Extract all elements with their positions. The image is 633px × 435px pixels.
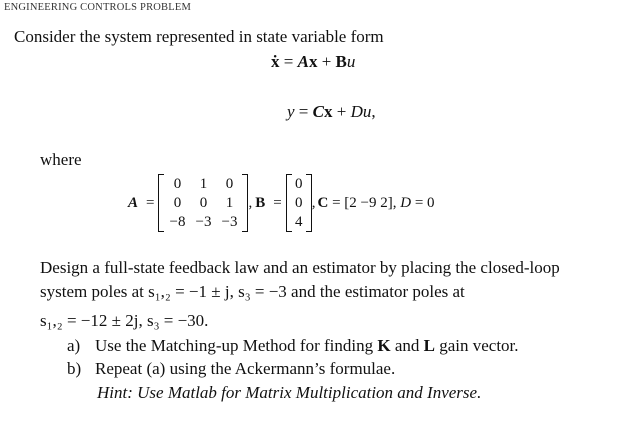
matrix-d-symbol: D	[350, 102, 363, 121]
a-entry: 0	[225, 175, 234, 192]
a-entry: 1	[225, 194, 234, 211]
a-comma: ,	[248, 194, 253, 211]
gain-k: K	[377, 336, 391, 355]
hint-text: Hint: Use Matlab for Matrix Multiplication and Inverse.	[97, 383, 482, 402]
a-entry: 0	[173, 194, 182, 211]
a-entry: −8	[169, 213, 186, 230]
matrix-a	[164, 175, 242, 232]
c-and-d-definition	[317, 195, 434, 212]
problem-line-3: s₁,₂ = −12 ± 2j, s₃ = −30.	[40, 311, 209, 330]
task-b-label: b)	[67, 359, 82, 378]
c-vector: = [2 −9 2],	[332, 194, 401, 211]
intro-text: Consider the system represented in state variable form	[14, 27, 384, 46]
input-u: u	[362, 102, 372, 121]
task-b	[67, 359, 395, 379]
state-equation	[271, 52, 355, 72]
matrix-definitions	[128, 173, 435, 233]
problem-line-2: system poles at s₁,₂ = −1 ± j, s₃ = −3 and the estimator poles at	[40, 282, 465, 301]
task-a-end: gain vector.	[434, 336, 519, 355]
task-a-text: Use the Matching-up Method for finding	[95, 336, 378, 355]
equals-sign: =	[279, 52, 298, 71]
matrix-c-symbol: C	[312, 102, 324, 121]
task-a	[67, 336, 519, 356]
d-label: D	[400, 194, 412, 211]
state-x: x	[323, 102, 333, 121]
task-a-and: and	[390, 336, 424, 355]
input-u: u	[346, 52, 356, 71]
a-entry: 0	[173, 175, 182, 192]
equals-sign: =	[294, 102, 313, 121]
a-entry: 0	[199, 194, 208, 211]
output-y: y	[287, 102, 295, 121]
a-entry: −3	[195, 213, 212, 230]
a-entry: 1	[199, 175, 208, 192]
b-entry: 0	[294, 194, 303, 211]
gain-l: L	[423, 336, 435, 355]
a-entry: −3	[221, 213, 238, 230]
comma: ,	[371, 102, 376, 121]
problem-header: ENGINEERING CONTROLS PROBLEM	[4, 2, 192, 13]
matrix-b	[292, 175, 306, 232]
task-a-label: a)	[67, 336, 81, 355]
d-value: = 0	[411, 194, 435, 211]
c-label: C	[317, 194, 329, 211]
problem-line-1: Design a full-state feedback law and an estimator by placing the closed-loop	[40, 258, 560, 277]
matrix-b-symbol: B	[335, 52, 347, 71]
plus-sign: +	[317, 52, 336, 71]
b-entry: 4	[294, 213, 303, 230]
matrix-a-symbol: A	[297, 52, 309, 71]
b-equals: =	[273, 194, 282, 211]
where-label: where	[40, 150, 82, 169]
plus-sign: +	[332, 102, 351, 121]
output-equation	[287, 102, 376, 122]
b-label: B	[255, 194, 266, 211]
b-comma: ,	[311, 194, 316, 211]
x-dot: ẋ	[271, 52, 280, 71]
state-x: x	[308, 52, 318, 71]
task-b-text: Repeat (a) using the Ackermann’s formulae.	[95, 359, 396, 378]
a-equals: =	[146, 194, 155, 211]
b-entry: 0	[294, 175, 303, 192]
a-label: A	[128, 194, 139, 211]
